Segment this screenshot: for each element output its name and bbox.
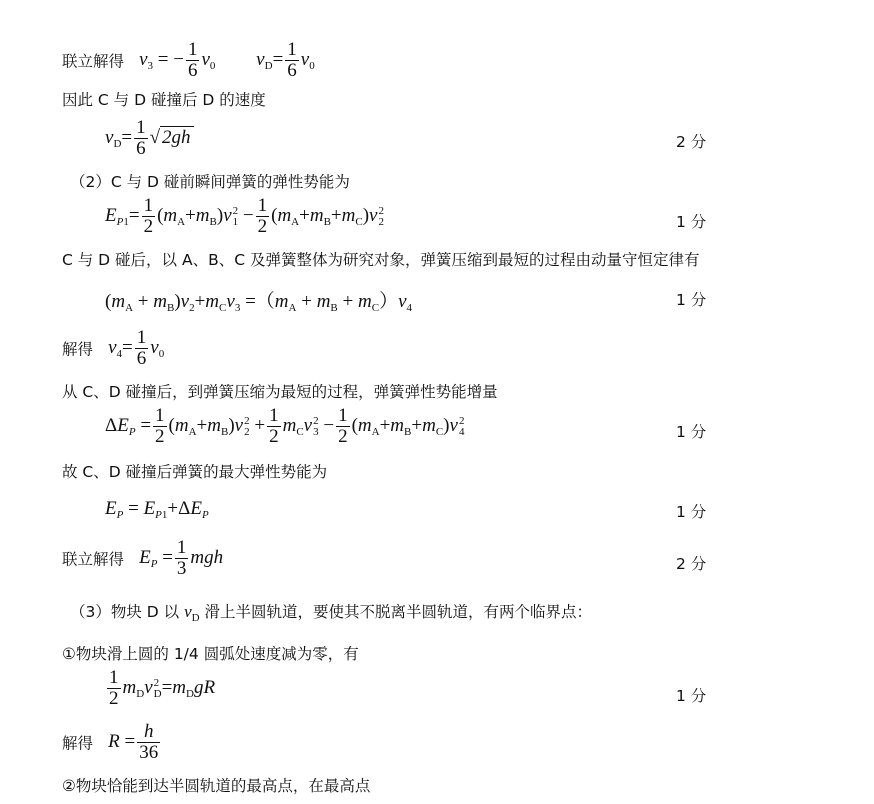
eq-ep-sum: $E_P = E_{P1}+\Delta E_P$: [105, 498, 209, 521]
solve-label: 联立解得: [62, 52, 125, 71]
part3-post: 滑上半圆轨道，要使其不脱离半圆轨道，有两个临界点：: [199, 603, 593, 621]
text-part2-elastic-energy: （2）C 与 D 碰前瞬间弹簧的弹性势能为: [70, 173, 350, 191]
line-solve-v4: [62, 328, 164, 372]
text-critical-point-1: ①物块滑上圆的 1/4 圆弧处速度减为零，有: [62, 645, 359, 663]
text-max-elastic-energy: 故 C、D 碰撞后弹簧的最大弹性势能为: [62, 463, 328, 481]
line-part3-intro: （3）物块 D 以 $v_D$ 滑上半圆轨道，要使其不脱离半圆轨道，有两个临界点：: [70, 602, 593, 624]
eq-ep1: $E_{P1}=$ $\frac{1}{2}$ $(m_A+m_B)v$ 2 1 − $\frac{1}{2}$ $(m_A+m_B+m_C)v$ 2 2: [105, 195, 384, 237]
text-energy-increase: 从 C、D 碰撞后，到弹簧压缩为最短的过程，弹簧弹性势能增量: [62, 383, 498, 401]
part3-pre: （3）物块 D 以: [70, 603, 185, 621]
line-solve-ep: [62, 538, 223, 582]
eq-ep-value: $E_P$ = $\frac{1}{3}$ mgh: [139, 537, 224, 579]
line-solve-velocities: [62, 40, 315, 80]
solve-r-label: 解得: [62, 734, 94, 753]
text-critical-point-2: ②物块恰能到达半圆轨道的最高点，在最高点: [62, 777, 371, 795]
line-solve-r: [62, 722, 162, 768]
eq-vd-initial: $v_D=$ $\frac{1}{6}$ $v_0$: [256, 39, 315, 81]
text-momentum-conservation: C 与 D 碰后，以 A、B、C 及弹簧整体为研究对象，弹簧压缩到最短的过程由动量守恒定律有: [62, 251, 700, 269]
eq-delta-ep: $\Delta E_P$ = $\frac{1}{2}$ $(m_A+m_B)v$ 2 2 + $\frac{1}{2}$ $m_Cv$ 2 3 − $\frac{1}{2}$ $(m_A+m_B+m_C)v$ 2 4: [105, 405, 465, 447]
eq-r-value: R = $\frac{h}{36}$: [108, 721, 159, 763]
text-vd-after-collision: 因此 C 与 D 碰撞后 D 的速度: [62, 91, 266, 109]
score-ep1: 1 分: [676, 213, 707, 231]
score-ep: 1 分: [676, 503, 707, 521]
solve-v4-label: 解得: [62, 340, 94, 359]
eq-v3: $v_3$ = − $\frac{1}{6}$ $v_0$: [139, 39, 216, 81]
score-delta-ep: 1 分: [676, 423, 707, 441]
eq-v4: $v_4=$ $\frac{1}{6}$ $v_0$: [108, 327, 165, 369]
score-ep-value: 2 分: [676, 555, 707, 573]
score-momentum: 1 分: [676, 291, 707, 309]
eq-momentum: $(m_A + m_B)v_2+m_Cv_3 =(m_A + m_B + m_C)v_4$: [105, 291, 413, 314]
solve-ep-label: 联立解得: [62, 550, 125, 569]
eq-energy-conservation: $\frac{1}{2}$ $m_Dv$ 2 D $=m_DgR$: [109, 667, 216, 709]
score-vd: 2 分: [676, 133, 707, 151]
eq-vd-sqrt: $v_D=$ $\frac{1}{6}$ √ 2gh: [105, 118, 194, 160]
score-energy: 1 分: [676, 687, 707, 705]
